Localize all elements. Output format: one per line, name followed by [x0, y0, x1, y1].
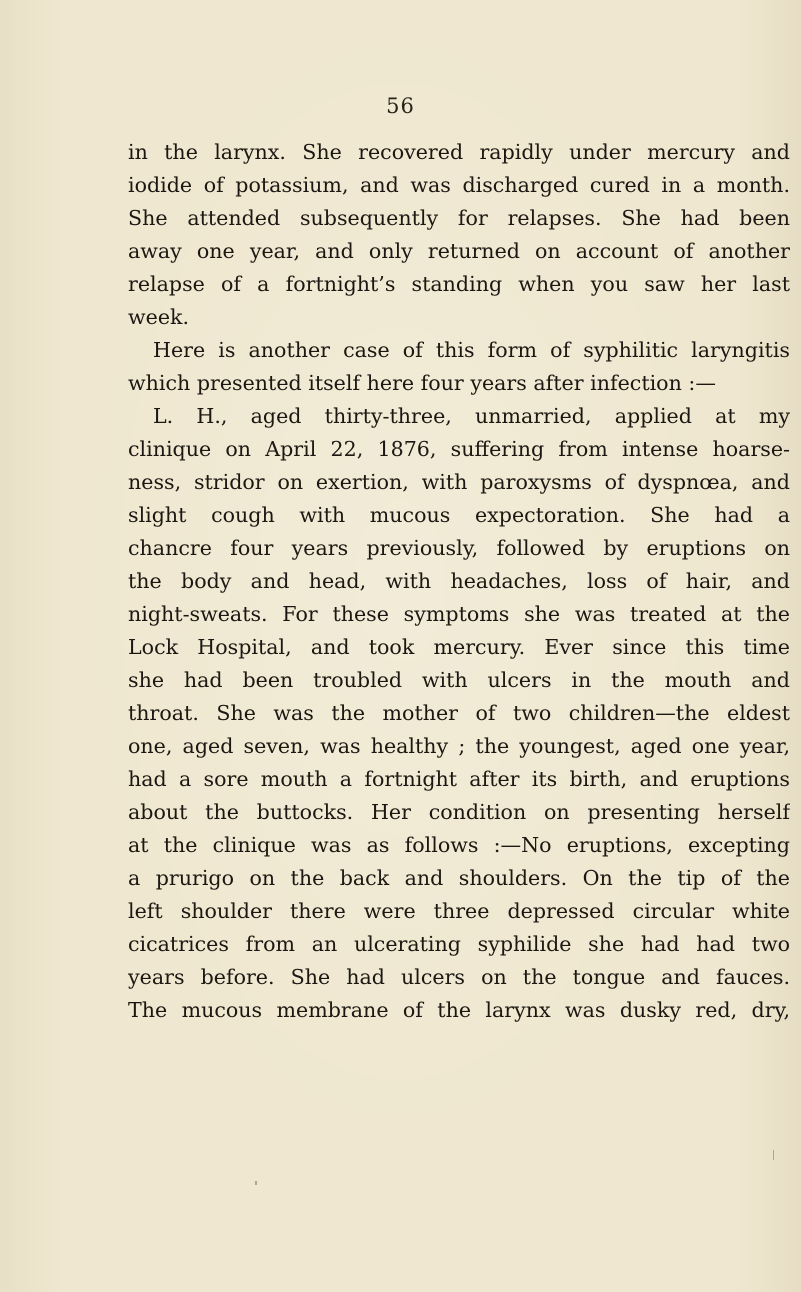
paper-speck	[773, 1150, 774, 1160]
text-line: ness, stridor on exertion, with paroxysms of dyspnœa, and	[128, 470, 790, 494]
text-line: in the larynx. She recovered rapidly under mercury and	[128, 140, 790, 164]
text-line: night-sweats. For these symptoms she was treated at the	[128, 602, 790, 626]
text-line: about the buttocks. Her condition on presenting herself	[128, 800, 790, 824]
text-line: clinique on April 22, 1876, suffering from intense hoarse-	[128, 437, 790, 461]
text-line: cicatrices from an ulcerating syphilide she had had two	[128, 932, 790, 956]
text-line: the body and head, with headaches, loss of hair, and	[128, 569, 790, 593]
text-line: The mucous membrane of the larynx was dusky red, dry,	[128, 998, 790, 1022]
text-line: at the clinique was as follows :—No eruptions, excepting	[128, 833, 790, 857]
text-line: one, aged seven, was healthy ; the youngest, aged one year,	[128, 734, 790, 758]
text-line: Here is another case of this form of syphilitic laryngitis	[153, 338, 790, 362]
text-line: Lock Hospital, and took mercury. Ever since this time	[128, 635, 790, 659]
page-number: 56	[386, 94, 415, 118]
text-line: throat. She was the mother of two children—the eldest	[128, 701, 790, 725]
paper-speck	[255, 1181, 257, 1185]
text-line: She attended subsequently for relapses. She had been	[128, 206, 790, 230]
text-line: L. H., aged thirty-three, unmarried, applied at my	[153, 404, 790, 428]
text-line: had a sore mouth a fortnight after its birth, and eruptions	[128, 767, 790, 791]
text-line: left shoulder there were three depressed circular white	[128, 899, 790, 923]
text-line: away one year, and only returned on account of another	[128, 239, 790, 263]
text-line: which presented itself here four years after infection :—	[128, 371, 716, 395]
body-text	[128, 136, 790, 1027]
text-line: chancre four years previously, followed by eruptions on	[128, 536, 790, 560]
text-line: iodide of potassium, and was discharged cured in a month.	[128, 173, 790, 197]
text-line: she had been troubled with ulcers in the mouth and	[128, 668, 790, 692]
text-line: a prurigo on the back and shoulders. On the tip of the	[128, 866, 790, 890]
text-line: relapse of a fortnight’s standing when you saw her last	[128, 272, 790, 296]
text-line: slight cough with mucous expectoration. She had a	[128, 503, 790, 527]
text-line: week.	[128, 305, 190, 329]
text-line: years before. She had ulcers on the tongue and fauces.	[128, 965, 790, 989]
